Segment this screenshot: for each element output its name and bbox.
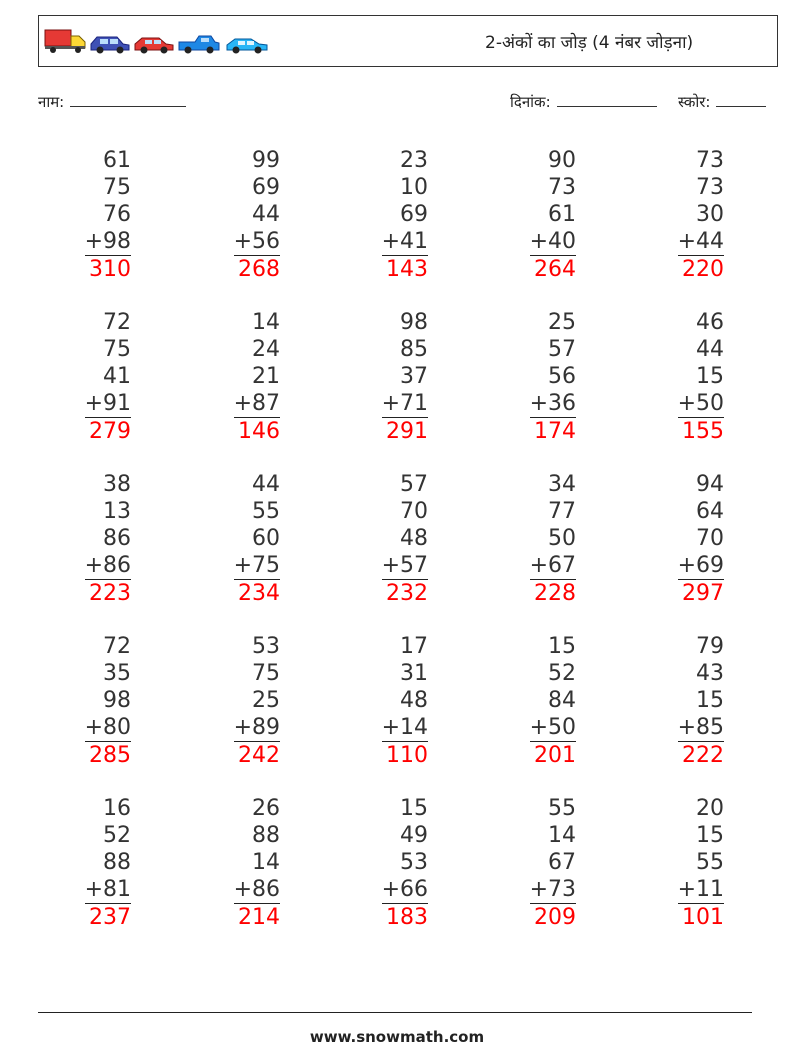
score-label: स्कोर: [678,93,711,111]
name-label: नाम: [38,93,65,111]
last-addend [644,390,724,418]
last-addend-value: +98 [84,229,131,254]
addend: 98 [103,688,131,713]
last-addend [348,714,428,742]
answer: 242 [238,743,280,768]
addition-problem [200,795,280,931]
addition-problem [200,309,280,445]
addend: 72 [103,310,131,335]
addend: 15 [548,634,576,659]
answer: 279 [89,419,131,444]
addition-problem [348,147,428,283]
addend: 44 [252,202,280,227]
last-addend-value: +91 [84,391,131,416]
last-addend-value: +36 [529,391,576,416]
last-addend [644,876,724,904]
answer: 222 [682,743,724,768]
addend: 14 [548,823,576,848]
addition-problem [644,795,724,931]
answer: 291 [386,419,428,444]
addition-problem [348,633,428,769]
addend: 57 [400,472,428,497]
addend: 60 [252,526,280,551]
addend: 35 [103,661,131,686]
worksheet-header [38,15,778,67]
addend: 72 [103,634,131,659]
addend: 30 [696,202,724,227]
last-addend [348,228,428,256]
addend: 24 [252,337,280,362]
addend: 67 [548,850,576,875]
answer: 174 [534,419,576,444]
answer: 228 [534,581,576,606]
last-addend-value: +57 [381,553,428,578]
addend: 44 [696,337,724,362]
addend: 75 [103,337,131,362]
addition-problem [200,147,280,283]
addition-problem [200,633,280,769]
addend: 49 [400,823,428,848]
addition-problem [51,309,131,445]
addition-problem [496,795,576,931]
truck-icon [45,30,85,53]
last-addend-value: +56 [233,229,280,254]
last-addend-value: +11 [677,877,724,902]
addition-problem [496,147,576,283]
addend: 15 [696,823,724,848]
addition-problem [644,633,724,769]
score-blank[interactable] [716,105,766,107]
last-addend-value: +73 [529,877,576,902]
last-addend-value: +41 [381,229,428,254]
last-addend-value: +50 [529,715,576,740]
last-addend [496,390,576,418]
addition-problem [51,147,131,283]
addend: 73 [696,148,724,173]
answer: 201 [534,743,576,768]
addend: 77 [548,499,576,524]
date-field[interactable] [510,92,657,112]
addition-problem [496,309,576,445]
last-addend [200,714,280,742]
answer: 223 [89,581,131,606]
pickup-truck-icon [179,36,219,54]
addend: 23 [400,148,428,173]
last-addend [496,876,576,904]
addend: 26 [252,796,280,821]
addend: 48 [400,688,428,713]
addend: 10 [400,175,428,200]
addend: 88 [103,850,131,875]
addend: 52 [103,823,131,848]
addend: 53 [252,634,280,659]
addend: 48 [400,526,428,551]
addition-problem [496,471,576,607]
addend: 16 [103,796,131,821]
name-field[interactable] [38,92,186,112]
answer: 237 [89,905,131,930]
last-addend-value: +75 [233,553,280,578]
addition-problem [51,633,131,769]
vehicle-icons [43,28,273,54]
addition-problem [51,795,131,931]
addend: 43 [696,661,724,686]
last-addend-value: +85 [677,715,724,740]
answer: 264 [534,257,576,282]
addend: 37 [400,364,428,389]
last-addend [51,390,131,418]
addend: 90 [548,148,576,173]
addend: 79 [696,634,724,659]
last-addend-value: +71 [381,391,428,416]
addend: 98 [400,310,428,335]
last-addend [200,390,280,418]
last-addend-value: +14 [381,715,428,740]
score-field[interactable] [678,92,766,112]
last-addend-value: +69 [677,553,724,578]
addend: 69 [252,175,280,200]
addend: 57 [548,337,576,362]
last-addend-value: +81 [84,877,131,902]
addend: 34 [548,472,576,497]
footer-site: www.snowmath.com [309,1028,485,1046]
addend: 56 [548,364,576,389]
answer: 146 [238,419,280,444]
answer: 143 [386,257,428,282]
addend: 17 [400,634,428,659]
answer: 110 [386,743,428,768]
addend: 46 [696,310,724,335]
addend: 31 [400,661,428,686]
addend: 15 [400,796,428,821]
addend: 76 [103,202,131,227]
addition-problem [348,471,428,607]
last-addend [496,228,576,256]
addend: 69 [400,202,428,227]
addition-problem [51,471,131,607]
addition-problem [496,633,576,769]
last-addend-value: +67 [529,553,576,578]
addend: 52 [548,661,576,686]
addition-problem [348,795,428,931]
addend: 73 [548,175,576,200]
last-addend [51,714,131,742]
car-icon [91,37,129,54]
last-addend-value: +86 [84,553,131,578]
last-addend [200,552,280,580]
addend: 85 [400,337,428,362]
answer: 234 [238,581,280,606]
addend: 55 [548,796,576,821]
addend: 55 [696,850,724,875]
addend: 20 [696,796,724,821]
last-addend-value: +40 [529,229,576,254]
footer-divider [38,1012,752,1013]
addend: 84 [548,688,576,713]
last-addend [496,552,576,580]
addition-problem [644,309,724,445]
last-addend [51,876,131,904]
addition-problem [644,471,724,607]
addend: 25 [548,310,576,335]
name-blank[interactable] [70,105,186,107]
last-addend [348,390,428,418]
addend: 61 [103,148,131,173]
last-addend-value: +66 [381,877,428,902]
addend: 61 [548,202,576,227]
addend: 94 [696,472,724,497]
addend: 25 [252,688,280,713]
last-addend-value: +87 [233,391,280,416]
answer: 209 [534,905,576,930]
answer: 155 [682,419,724,444]
addition-problem [348,309,428,445]
last-addend [200,228,280,256]
answer: 268 [238,257,280,282]
date-blank[interactable] [557,105,657,107]
addend: 38 [103,472,131,497]
answer: 232 [386,581,428,606]
addend: 14 [252,850,280,875]
addend: 41 [103,364,131,389]
last-addend [200,876,280,904]
last-addend [51,552,131,580]
addend: 86 [103,526,131,551]
last-addend-value: +86 [233,877,280,902]
last-addend [496,714,576,742]
addend: 64 [696,499,724,524]
last-addend-value: +44 [677,229,724,254]
last-addend-value: +89 [233,715,280,740]
addend: 55 [252,499,280,524]
addition-problem [644,147,724,283]
addend: 99 [252,148,280,173]
addend: 15 [696,364,724,389]
answer: 297 [682,581,724,606]
car-icon [227,39,267,54]
date-label: दिनांक: [510,93,551,111]
last-addend-value: +80 [84,715,131,740]
addend: 73 [696,175,724,200]
answer: 310 [89,257,131,282]
addend: 70 [696,526,724,551]
addend: 21 [252,364,280,389]
addend: 15 [696,688,724,713]
addend: 44 [252,472,280,497]
answer: 220 [682,257,724,282]
last-addend [348,876,428,904]
last-addend [644,228,724,256]
addend: 14 [252,310,280,335]
addend: 88 [252,823,280,848]
answer: 183 [386,905,428,930]
last-addend [51,228,131,256]
last-addend [348,552,428,580]
addend: 75 [252,661,280,686]
worksheet-title: 2-अंकों का जोड़ (4 नंबर जोड़ना) [485,33,694,53]
addend: 13 [103,499,131,524]
addition-problem [200,471,280,607]
last-addend [644,714,724,742]
addend: 75 [103,175,131,200]
addend: 53 [400,850,428,875]
last-addend [644,552,724,580]
car-icon [135,38,173,54]
addend: 70 [400,499,428,524]
answer: 214 [238,905,280,930]
answer: 101 [682,905,724,930]
last-addend-value: +50 [677,391,724,416]
answer: 285 [89,743,131,768]
addend: 50 [548,526,576,551]
